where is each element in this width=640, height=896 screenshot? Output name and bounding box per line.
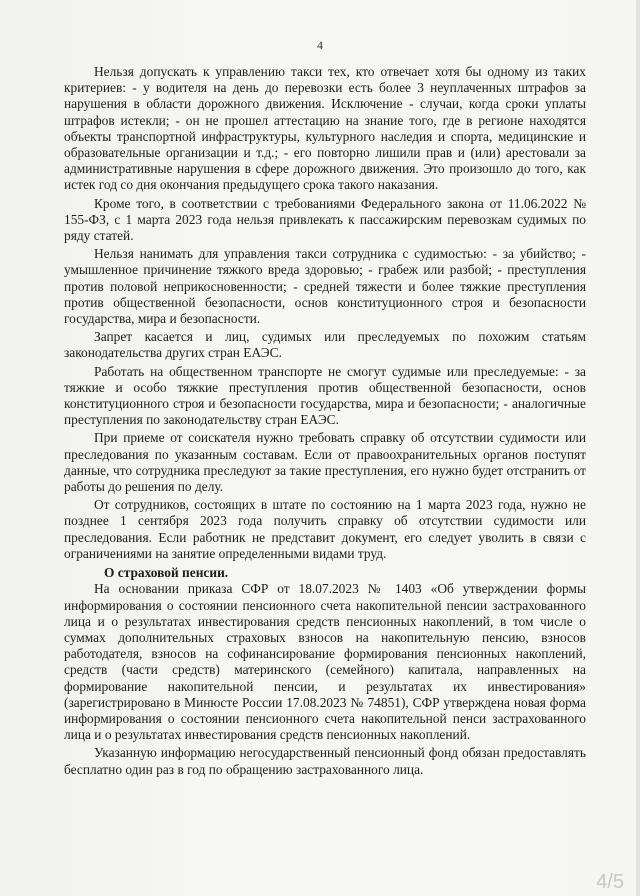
paragraph-federal-law: Кроме того, в соответствии с требованиями Федерального закона от 11.06.2022 № 155-ФЗ, с 1 марта 2023 года нельзя привлекать к пассажирским перевозкам судимых по ряду статей. — [64, 195, 586, 244]
page-counter: 4/5 — [596, 871, 624, 893]
paragraph-npf-obligation: Указанную информацию негосударственный пенсионный фонд обязан предоставлять бесплатно один раз в год по обращению застрахованного лица. — [64, 745, 586, 777]
paragraph-taxi-criteria: Нельзя допускать к управлению такси тех, кто отвечает хотя бы одному из таких критериев: - у водителя на день до перевозки есть более 3 неуплаченных штрафов за нарушения в области дорожного движения. Исключение - случаи, когда сроки уплаты штрафов истекли; - он не прошел аттестацию на знание того, где в регионе находятся объекты транспортной инфраструктуры, культурного наследия и спорта, медицинские и образовательные организации и т.д.; - его повторно лишили прав и (или) арестовали за административные нарушения в сфере дорожного движения. Это произошло до того, как истек год со дня окончания предыдущего срока такого наказания. — [64, 64, 586, 193]
paragraph-taxi-convictions: Нельзя нанимать для управления такси сотрудника с судимостью: - за убийство; - умышленное причинение тяжкого вреда здоровью; - грабеж или разбой; - преступления против половой неприкосновенности; - средней тяжести и более тяжкие преступления против общественной безопасности, основ конституционного строя и безопасности государства, мира и безопасности. — [64, 246, 586, 327]
paragraph-certificate: При приеме от соискателя нужно требовать справку об отсутствии судимости или преследования по указанным составам. Если от правоохранительных органов поступят данные, что сотрудника преследуют за такие преступления, его нужно будет отстранить от работы до решения по делу. — [64, 430, 586, 495]
document-body — [64, 64, 586, 778]
page-edge-shadow — [636, 0, 640, 896]
paragraph-public-transport: Работать на общественном транспорте не смогут судимые или преследуемые: - за тяжкие и особо тяжкие преступления против общественной безопасности, основ конституционного строя и безопасности государства, мира и безопасности; - аналогичные преступления по законодательству стран ЕАЭС. — [64, 363, 586, 428]
page-number: 4 — [317, 38, 323, 52]
paragraph-sfr-order: На основании приказа СФР от 18.07.2023 № 1403 «Об утверждении формы информирования о состоянии пенсионного счета накопительной пенсии застрахованного лица и о результатах инвестирования средств пенсионных накоплений, в том числе о суммах дополнительных страховых взносов на накопительную пенсию, взносов работодателя, взносов на софинансирование формирования пенсионных накоплений, средств (части средств) материнского (семейного) капитала, направленных на формирование накопительной пенсии, и результатах их инвестирования» (зарегистрировано в Минюсте России 17.08.2023 № 74851), СФР утверждена новая форма информирования о состоянии пенсионного счета накопительной пенси застрахованного лица и о результатах инвестирования средств пенсионных накоплений. — [64, 581, 586, 743]
section-heading-pension: О страховой пенсии. — [104, 565, 229, 581]
paragraph-existing-staff: От сотрудников, состоящих в штате по состоянию на 1 марта 2023 года, нужно не позднее 1 сентября 2023 года получить справку об отсутствии судимости или преследования. Если работник не представит документ, его следует уволить в связи с ограничениями на занятие определенными видами труд. — [64, 497, 586, 561]
paragraph-eaeu-ban: Запрет касается и лиц, судимых или преследуемых по похожим статьям законодательства других стран ЕАЭС. — [64, 329, 586, 361]
